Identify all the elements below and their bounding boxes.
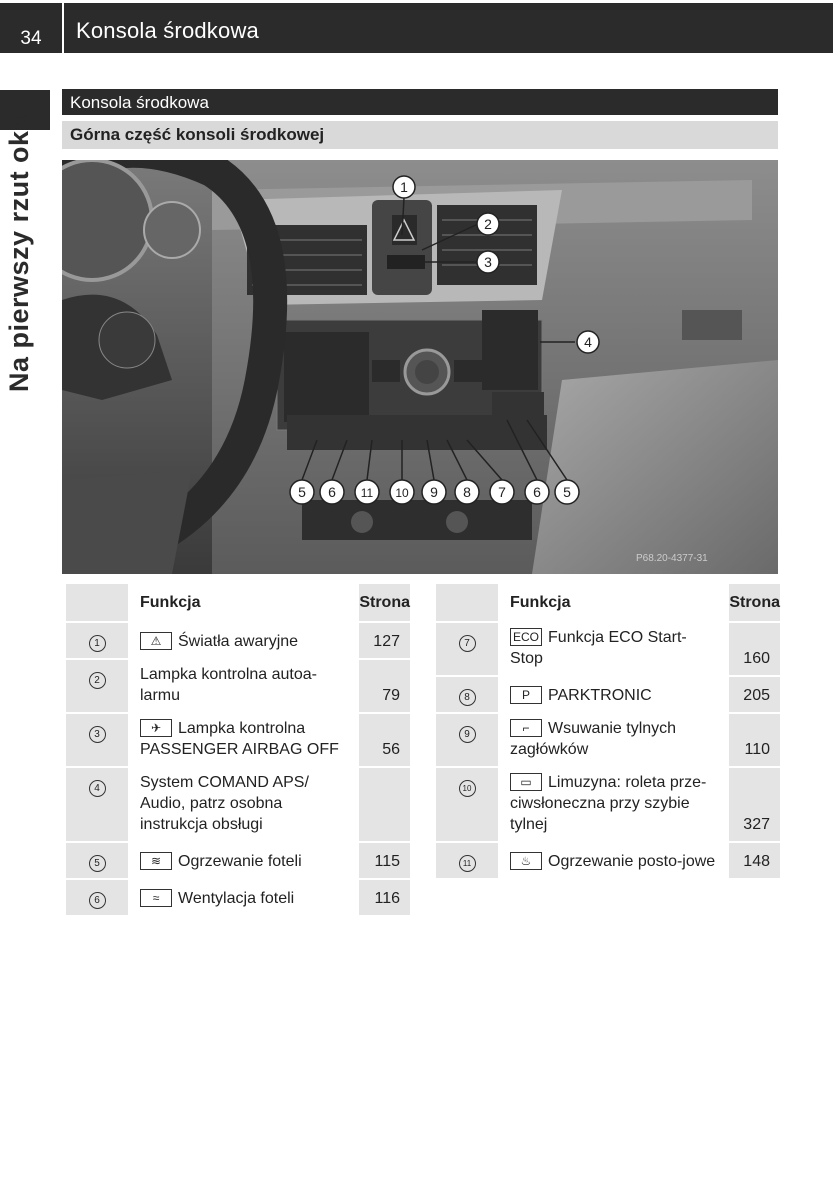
function-table-right: [436, 584, 780, 878]
seat-ventilation-icon: ≈: [140, 889, 172, 907]
function-header: Funkcja: [510, 594, 571, 611]
num-header-cell: [66, 584, 128, 622]
row-page: 79: [359, 659, 410, 713]
row-function: Wsuwanie tylnych zagłówków: [510, 720, 677, 758]
header-divider: [62, 3, 64, 53]
parktronic-icon: P: [510, 686, 542, 704]
table-row: [66, 622, 410, 659]
row-page: 327: [729, 767, 780, 842]
row-function: Funkcja ECO Start-Stop: [510, 629, 687, 667]
table-row: [66, 879, 410, 915]
row-function: Limuzyna: roleta prze-ciwsłoneczna przy szybie tylnej: [510, 774, 707, 833]
row-function: PARKTRONIC: [548, 687, 652, 704]
callout-5-right: 5: [563, 484, 571, 500]
subsection-heading: Górna część konsoli środkowej: [62, 121, 778, 149]
row-page: 116: [359, 879, 410, 915]
row-number: 11: [459, 855, 476, 872]
row-number: 9: [459, 726, 476, 743]
row-function: Ogrzewanie posto-jowe: [548, 853, 716, 870]
section-heading: Konsola środkowa: [62, 89, 778, 115]
row-function: Lampka kontrolna PASSENGER AIRBAG OFF: [140, 720, 339, 758]
row-number: 2: [89, 672, 106, 689]
row-number: 6: [89, 892, 106, 909]
table-row: [66, 713, 410, 767]
row-number: 1: [89, 635, 106, 652]
console-illustration: [62, 160, 778, 574]
rear-sunblind-icon: ▭: [510, 773, 542, 791]
row-function: Wentylacja foteli: [178, 890, 295, 907]
callout-9: 9: [430, 484, 438, 500]
hazard-warning-icon: ⚠: [140, 632, 172, 650]
row-function: Ogrzewanie foteli: [178, 853, 302, 870]
row-page: 205: [729, 676, 780, 713]
row-function: Światła awaryjne: [178, 633, 299, 650]
callout-11: 11: [360, 486, 374, 500]
row-page: 127: [359, 622, 410, 659]
airbag-off-icon: ✈: [140, 719, 172, 737]
callout-7: 7: [498, 484, 506, 500]
center-console-photo: [62, 160, 778, 574]
callout-5-left: 5: [298, 484, 306, 500]
callout-10: 10: [395, 486, 409, 500]
table-row: [436, 676, 780, 713]
table-header-row: [66, 584, 410, 622]
table-row: [436, 842, 780, 878]
row-number: 8: [459, 689, 476, 706]
function-header: Funkcja: [140, 594, 201, 611]
function-table-left: [66, 584, 410, 915]
row-number: 10: [459, 780, 476, 797]
row-page: [359, 767, 410, 842]
table-row: [66, 659, 410, 713]
page-title: Konsola środkowa: [76, 18, 259, 43]
num-header-cell: [436, 584, 498, 622]
row-number: 7: [459, 635, 476, 652]
row-function: System COMAND APS/ Audio, patrz osobna instrukcja obsługi: [128, 767, 359, 842]
callout-3: 3: [484, 254, 492, 270]
row-page: 56: [359, 713, 410, 767]
callout-6-right: 6: [533, 484, 541, 500]
table-row: [436, 713, 780, 767]
seat-heating-icon: ≋: [140, 852, 172, 870]
row-page: 110: [729, 713, 780, 767]
table-row: [436, 622, 780, 676]
page-header: Strona: [729, 584, 780, 622]
row-number: 5: [89, 855, 106, 872]
callout-2: 2: [484, 216, 492, 232]
callout-8: 8: [463, 484, 471, 500]
table-row: [436, 767, 780, 842]
headrest-icon: ⌐: [510, 719, 542, 737]
callout-1: 1: [400, 179, 408, 195]
table-row: [66, 767, 410, 842]
row-page: 115: [359, 842, 410, 879]
row-number: 4: [89, 780, 106, 797]
row-number: 3: [89, 726, 106, 743]
page-number: 34: [20, 28, 42, 49]
callout-6-left: 6: [328, 484, 336, 500]
page-header: Strona: [359, 584, 410, 622]
row-page: 160: [729, 622, 780, 676]
table-row: [66, 842, 410, 879]
row-page: 148: [729, 842, 780, 878]
sidebar-chapter-label: Na pierwszy rzut oka: [4, 114, 34, 392]
figure-code: P68.20-4377-31: [636, 553, 708, 564]
row-function: Lampka kontrolna autoa-larmu: [128, 659, 359, 713]
callout-4: 4: [584, 334, 592, 350]
auxiliary-heating-icon: ♨: [510, 852, 542, 870]
eco-icon: ECO: [510, 628, 542, 646]
table-header-row: [436, 584, 780, 622]
